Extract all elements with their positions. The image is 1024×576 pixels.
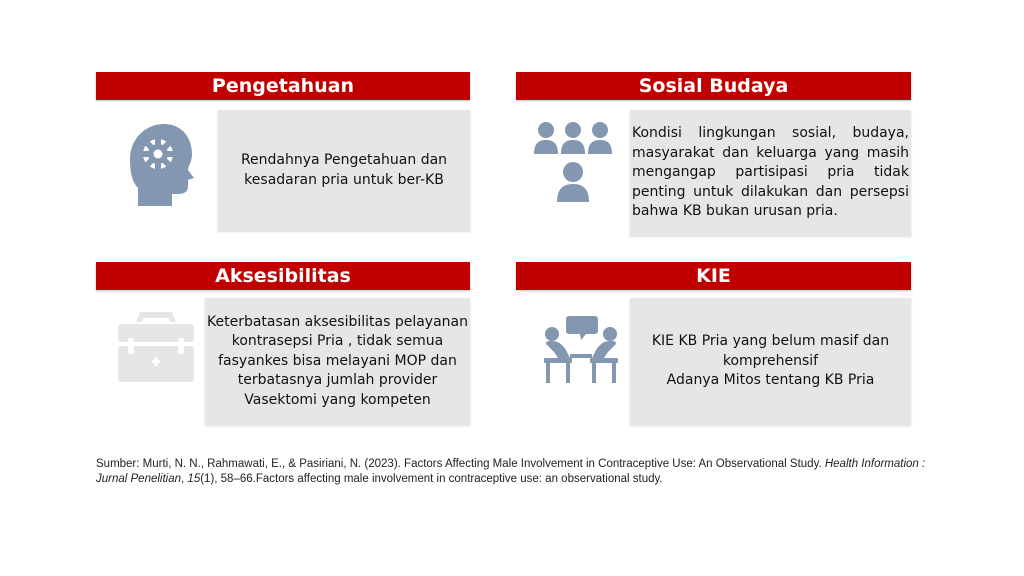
discussion-icon (540, 314, 622, 384)
pengetahuan-text-box (218, 110, 470, 231)
aksesibilitas-text-box (205, 298, 470, 425)
aksesibilitas-line-5: Vasektomi yang kompeten (244, 391, 431, 408)
kie-line-1: KIE KB Pria yang belum masif dan (651, 333, 890, 350)
head-gear-icon (120, 122, 196, 206)
header-kie: KIE (516, 262, 911, 290)
header-pengetahuan: Pengetahuan (96, 72, 470, 100)
pengetahuan-line-1: Rendahnya Pengetahuan dan (240, 152, 448, 168)
source-citation (96, 457, 926, 487)
kie-line-2: komprehensif (722, 352, 819, 369)
sosial-budaya-text-box (630, 110, 911, 236)
aksesibilitas-line-1: Keterbatasan aksesibilitas pelayanan (207, 313, 468, 330)
header-sosial-budaya: Sosial Budaya (516, 72, 911, 100)
source-prefix: Sumber: Murti, N. N., Rahmawati, E., & Pasiriani, N. (2023). Factors Affecting Male Involvement in Contraceptive Use: An Observational Study. (96, 458, 825, 470)
toolbox-icon (116, 310, 196, 384)
people-group-icon (532, 120, 614, 204)
pengetahuan-line-2: kesadaran pria untuk ber-KB (244, 171, 444, 188)
source-sep: , (181, 473, 188, 485)
aksesibilitas-line-3: fasyankes bisa melayani MOP dan (218, 352, 457, 369)
sosial-budaya-text: Kondisi lingkungan sosial, budaya, masyarakat dan keluarga yang masih mengangap partisipasi pria tidak penting untuk dilakukan dan persepsi bahwa KB bukan urusan pria. (632, 125, 909, 220)
kie-text-box (630, 298, 911, 425)
aksesibilitas-line-2: kontrasepsi Pria , tidak semua (231, 333, 444, 350)
source-volume: 15 (187, 473, 201, 485)
source-rest: (1), 58–66.Factors affecting male involvement in contraceptive use: an observational study. (200, 473, 663, 485)
aksesibilitas-line-4: terbatasnya jumlah provider (237, 372, 438, 389)
kie-line-3: Adanya Mitos tentang KB Pria (666, 372, 875, 389)
header-aksesibilitas: Aksesibilitas (96, 262, 470, 290)
source-journal: Health Information : Jurnal Penelitian (96, 458, 926, 485)
